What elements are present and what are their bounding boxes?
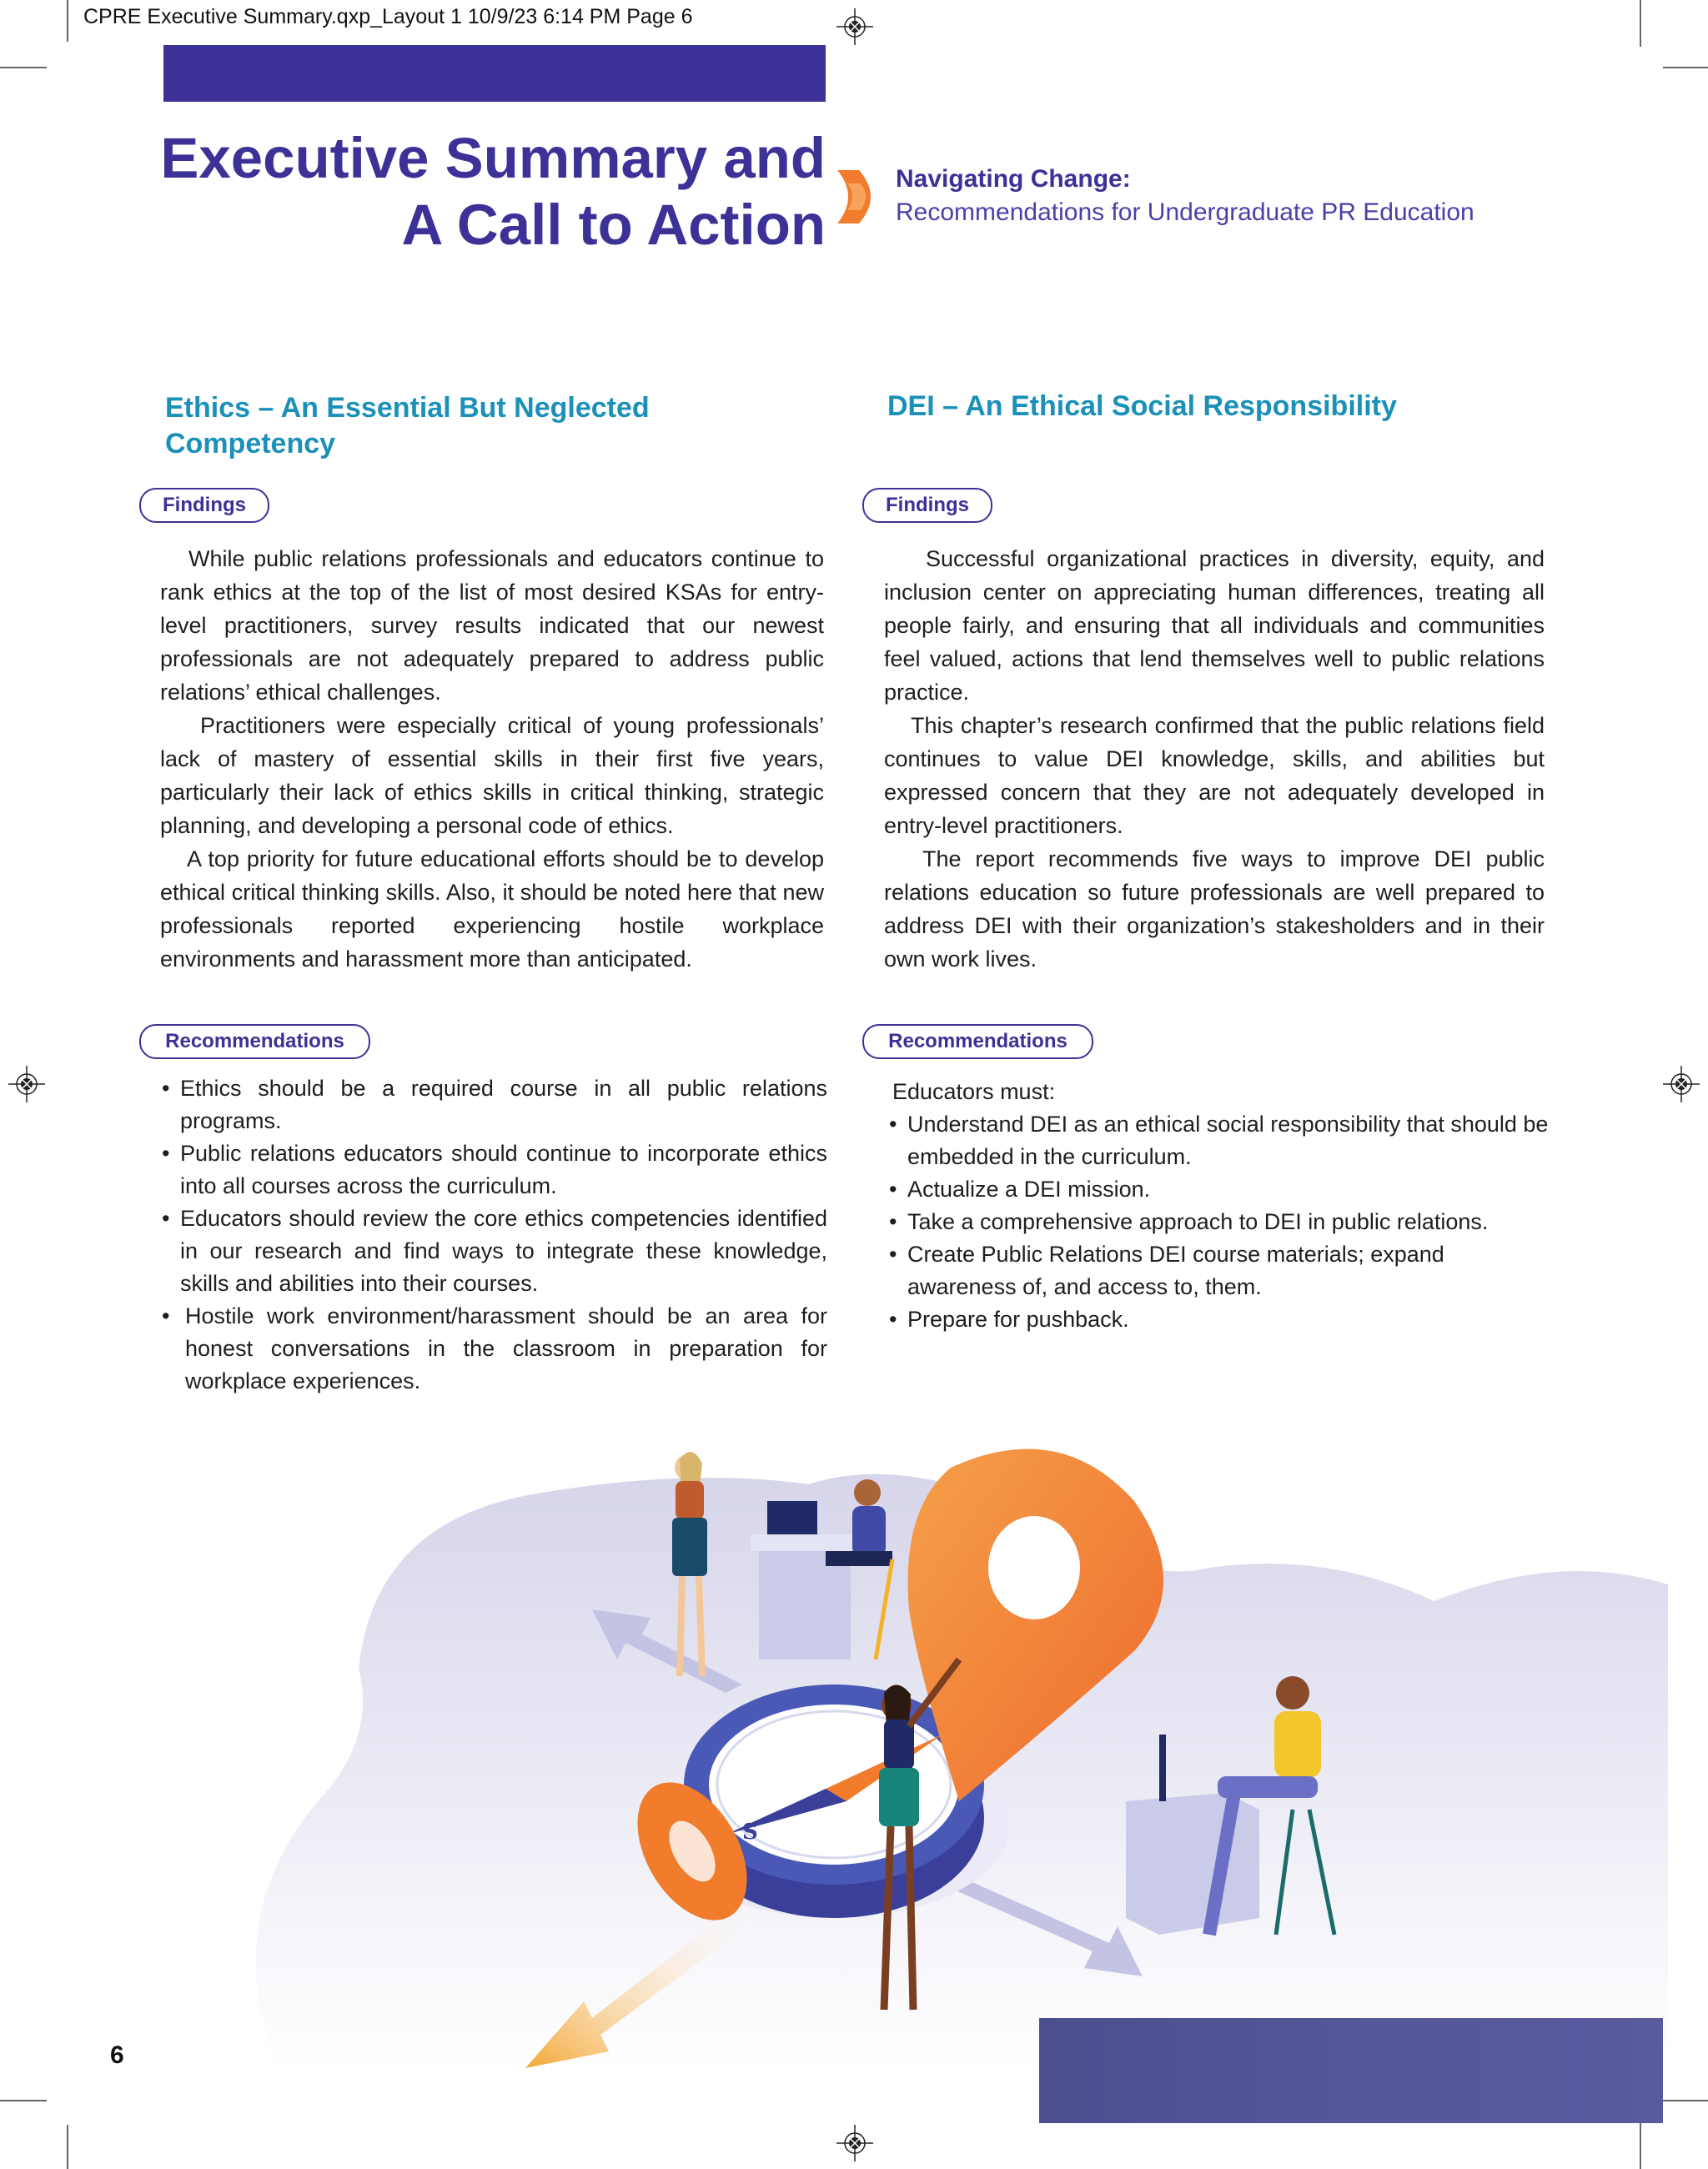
person-top — [884, 1720, 914, 1770]
registration-mark-icon — [1663, 1066, 1700, 1102]
person-top — [1274, 1711, 1321, 1778]
desk — [1126, 1793, 1259, 1935]
registration-mark-icon — [836, 2125, 873, 2161]
crop-mark — [67, 0, 68, 42]
paragraph: While public relations professionals and educators continue to rank ethics at the top of the list of most desired KSAs for entry-level practitioners, survey results indicated that our newest professionals are not adequately prepared to address public relations’ ethical challenges. — [160, 546, 824, 705]
footer-color-bar — [1039, 2018, 1663, 2123]
report-series-subtitle: Recommendations for Undergraduate PR Education — [896, 198, 1474, 226]
desk-top — [751, 1534, 867, 1551]
list-item: • Hostile work environment/harassment should be an area for honest conversations in the classroom in preparation for workplace experiences. — [160, 1300, 827, 1398]
person-head — [1276, 1676, 1309, 1710]
list-item: • Educators should review the core ethics competencies identified in our research and find ways to integrate these knowledge, skills and abilities into their courses. — [160, 1202, 827, 1300]
paragraph: The report recommends five ways to improve DEI public relations education so future professionals are well prepared to address DEI with their organization’s stakesholders and in their own work lives. — [884, 846, 1545, 972]
report-series-title: Navigating Change: — [896, 165, 1131, 193]
crop-mark — [0, 2100, 47, 2101]
paragraph: Successful organizational practices in diversity, equity, and inclusion center on appreciating human differences, treating all people fairly, and ensuring that all individuals and communities feel valued, actions that lend themselves well to public relations practice. — [884, 546, 1545, 705]
dei-recommendations-list — [887, 1108, 1555, 1336]
dei-heading: DEI – An Ethical Social Responsibility — [887, 390, 1397, 422]
crop-mark — [1640, 2123, 1641, 2169]
person-leg — [699, 1576, 702, 1676]
list-item: • Take a comprehensive approach to DEI in public relations. — [887, 1206, 1555, 1238]
paragraph: Practitioners were especially critical of young professionals’ lack of mastery of essential skills in their first five years, particularly their lack of ethics skills in critical thinking, strategic planning, and developing a personal code of ethics. — [160, 713, 824, 838]
dei-findings-label: Findings — [862, 488, 992, 523]
registration-mark-icon — [836, 8, 873, 45]
registration-mark-icon — [8, 1066, 45, 1102]
monitor — [767, 1501, 817, 1534]
paragraph: This chapter’s research confirmed that the public relations field continues to value DEI knowledge, skills, and abilities but expressed concern that they are not adequately developed in entry-level practitioners. — [884, 713, 1545, 838]
dei-recommendations-label: Recommendations — [862, 1024, 1093, 1059]
person-legs — [826, 1551, 892, 1566]
page-title-line-1: Executive Summary and — [160, 126, 826, 190]
location-pin-hole — [988, 1516, 1080, 1619]
person-body — [852, 1506, 886, 1556]
header-color-bar — [163, 45, 826, 102]
ethics-heading-line-1: Ethics – An Essential But Neglected — [165, 392, 650, 424]
crop-mark — [1640, 0, 1641, 47]
ethics-heading — [165, 390, 832, 462]
page-number: 6 — [110, 2041, 124, 2069]
list-item: • Ethics should be a required course in all public relations programs. — [160, 1072, 827, 1137]
list-item: • Actualize a DEI mission. — [887, 1173, 1555, 1206]
crop-mark — [1663, 2100, 1708, 2101]
page-title-line-2: A Call to Action — [401, 193, 826, 257]
ethics-findings-label: Findings — [139, 488, 269, 523]
ethics-recommendations-label: Recommendations — [139, 1024, 370, 1059]
file-slug: CPRE Executive Summary.qxp_Layout 1 10/9/23 6:14 PM Page 6 — [83, 5, 693, 28]
person-skirt — [672, 1518, 707, 1576]
ethics-heading-line-2: Competency — [165, 428, 336, 459]
page-title — [125, 125, 826, 259]
crop-mark — [67, 2125, 68, 2169]
crop-mark — [1663, 67, 1708, 68]
dei-findings-text — [884, 542, 1545, 976]
ethics-findings-text — [160, 542, 824, 976]
person-top — [676, 1481, 704, 1519]
person-leg — [680, 1576, 682, 1676]
list-item: • Create Public Relations DEI course materials; expand awareness of, and access to, them. — [887, 1238, 1555, 1303]
person-head — [854, 1479, 881, 1506]
compass-south-label: S — [742, 1820, 758, 1845]
person-skirt — [879, 1768, 919, 1826]
monitor — [1159, 1735, 1166, 1801]
compass-navigation-illustration — [225, 1418, 1668, 2068]
list-item: • Prepare for pushback. — [887, 1303, 1555, 1336]
person-leg — [909, 1826, 913, 2010]
ethics-recommendations-list — [160, 1072, 827, 1398]
paragraph: A top priority for future educational efforts should be to develop ethical critical thinking skills. Also, it should be noted here that new professionals reported experiencing hostile workplace environments and harassment more than anticipated. — [160, 846, 824, 972]
crop-mark — [0, 67, 47, 68]
chevron-arrow-icon — [834, 167, 884, 227]
list-item: • Understand DEI as an ethical social responsibility that should be embedded in the curriculum. — [887, 1108, 1555, 1173]
dei-recommendations-lead: Educators must: — [892, 1079, 1056, 1104]
list-item: • Public relations educators should continue to incorporate ethics into all courses across the curriculum. — [160, 1137, 827, 1202]
